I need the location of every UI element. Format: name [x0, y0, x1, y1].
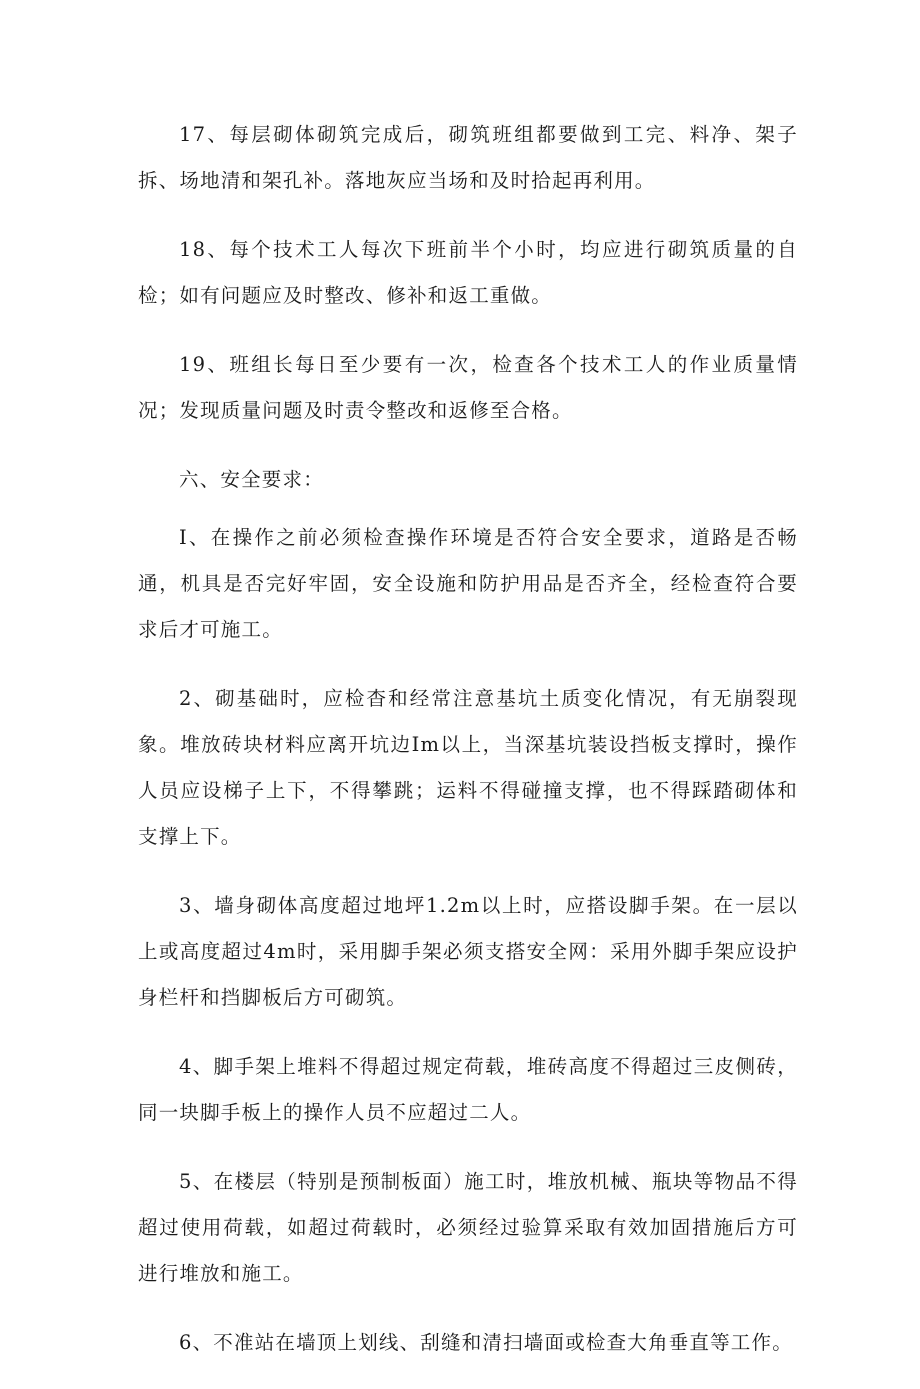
paragraph-safety-6: 6、不准站在墙顶上划线、刮缝和清扫墙面或检查大角垂直等工作。	[179, 1331, 793, 1354]
paragraph-safety-1: I、在操作之前必须检查操作环境是否符合安全要求，道路是否畅通，机具是否完好牢固，安全设施和防护用品是否齐全，经检查符合要求后才可施工。	[138, 526, 798, 641]
paragraph-safety-2: 2、砌基础时，应检杳和经常注意基坑土质变化情况，有无崩裂现象。堆放砖块材料应离开坑边Im以上，当深基坑装设挡板支撑时，操作人员应设梯子上下，不得攀跳；运料不得碰撞支撑，也不得踩踏砌体和支撑上下。	[138, 687, 798, 848]
paragraph-19: 19、班组长每日至少要有一次，检查各个技术工人的作业质量情况；发现质量问题及时责令整改和返修至合格。	[138, 353, 798, 422]
paragraph-safety-4: 4、脚手架上堆料不得超过规定荷载，堆砖高度不得超过三皮侧砖，同一块脚手板上的操作人员不应超过二人。	[138, 1055, 798, 1124]
paragraph-18: 18、每个技术工人每次下班前半个小时，均应进行砌筑质量的自检；如有问题应及时整改、修补和返工重做。	[138, 238, 798, 307]
document-body	[138, 112, 798, 1389]
section-heading-safety: 六、安全要求：	[179, 468, 324, 491]
paragraph-safety-5: 5、在楼层（特别是预制板面）施工时，堆放机械、瓶块等物品不得超过使用荷载，如超过荷载时，必须经过验算采取有效加固措施后方可进行堆放和施工。	[138, 1170, 798, 1285]
paragraph-17: 17、每层砌体砌筑完成后，砌筑班组都要做到工完、料净、架子拆、场地清和架孔补。落地灰应当场和及时拾起再利用。	[138, 123, 798, 192]
paragraph-safety-3: 3、墙身砌体高度超过地坪1.2m以上时，应搭设脚手架。在一层以上或高度超过4m时，采用脚手架必须支搭安全网：采用外脚手架应设护身栏杆和挡脚板后方可砌筑。	[138, 894, 798, 1009]
